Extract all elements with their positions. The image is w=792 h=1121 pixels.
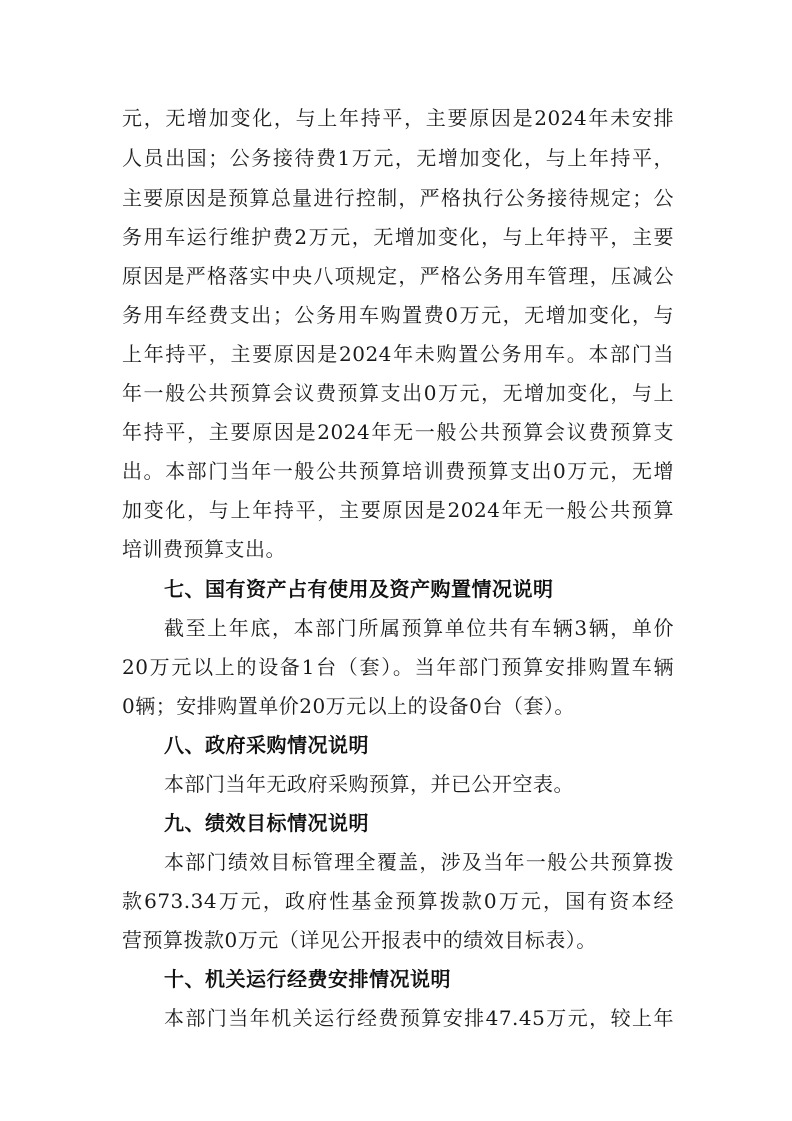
body-text-line: 培训费预算支出。 (122, 537, 286, 561)
body-text-line: 本部门当年无政府采购预算，并已公开空表。 (164, 772, 574, 796)
body-text-line: 0辆；安排购置单价20万元以上的设备0台（套）。 (122, 694, 575, 718)
body-text-line: 本部门当年机关运行经费预算安排47.45万元，较上年 (164, 1006, 674, 1030)
body-text-line: 务用车运行维护费2万元，无增加变化，与上年持平，主要 (122, 225, 674, 249)
body-text-line: 年一般公共预算会议费预算支出0万元，无增加变化，与上 (122, 381, 674, 405)
body-text-line: 款673.34万元，政府性基金预算拨款0万元，国有资本经 (122, 889, 674, 913)
section-heading-assets: 七、国有资产占有使用及资产购置情况说明 (164, 577, 554, 601)
body-text-line: 出。本部门当年一般公共预算培训费预算支出0万元，无增 (122, 459, 674, 483)
section-heading-procurement: 八、政府采购情况说明 (164, 733, 369, 757)
body-text-line: 本部门绩效目标管理全覆盖，涉及当年一般公共预算拨 (164, 850, 674, 874)
body-text-line: 原因是严格落实中央八项规定，严格公务用车管理，压减公 (122, 264, 674, 288)
body-text-line: 年持平，主要原因是2024年无一般公共预算会议费预算支 (122, 420, 674, 444)
body-text-line: 加变化，与上年持平，主要原因是2024年无一般公共预算 (122, 498, 674, 522)
body-text-line: 营预算拨款0万元（详见公开报表中的绩效目标表）。 (122, 928, 597, 952)
section-heading-performance: 九、绩效目标情况说明 (164, 811, 369, 835)
body-text-line: 截至上年底，本部门所属预算单位共有车辆3辆，单价 (164, 616, 674, 640)
body-text-line: 20万元以上的设备1台（套）。当年部门预算安排购置车辆 (122, 655, 674, 679)
body-text-line: 上年持平，主要原因是2024年未购置公务用车。本部门当 (122, 342, 674, 366)
body-text-line: 主要原因是预算总量进行控制，严格执行公务接待规定；公 (122, 186, 674, 210)
section-heading-operating-expenses: 十、机关运行经费安排情况说明 (164, 967, 451, 991)
body-text-line: 务用车经费支出；公务用车购置费0万元，无增加变化，与 (122, 303, 674, 327)
body-text-line: 人员出国；公务接待费1万元，无增加变化，与上年持平， (122, 146, 674, 170)
body-text-line: 元，无增加变化，与上年持平，主要原因是2024年未安排 (122, 106, 674, 130)
